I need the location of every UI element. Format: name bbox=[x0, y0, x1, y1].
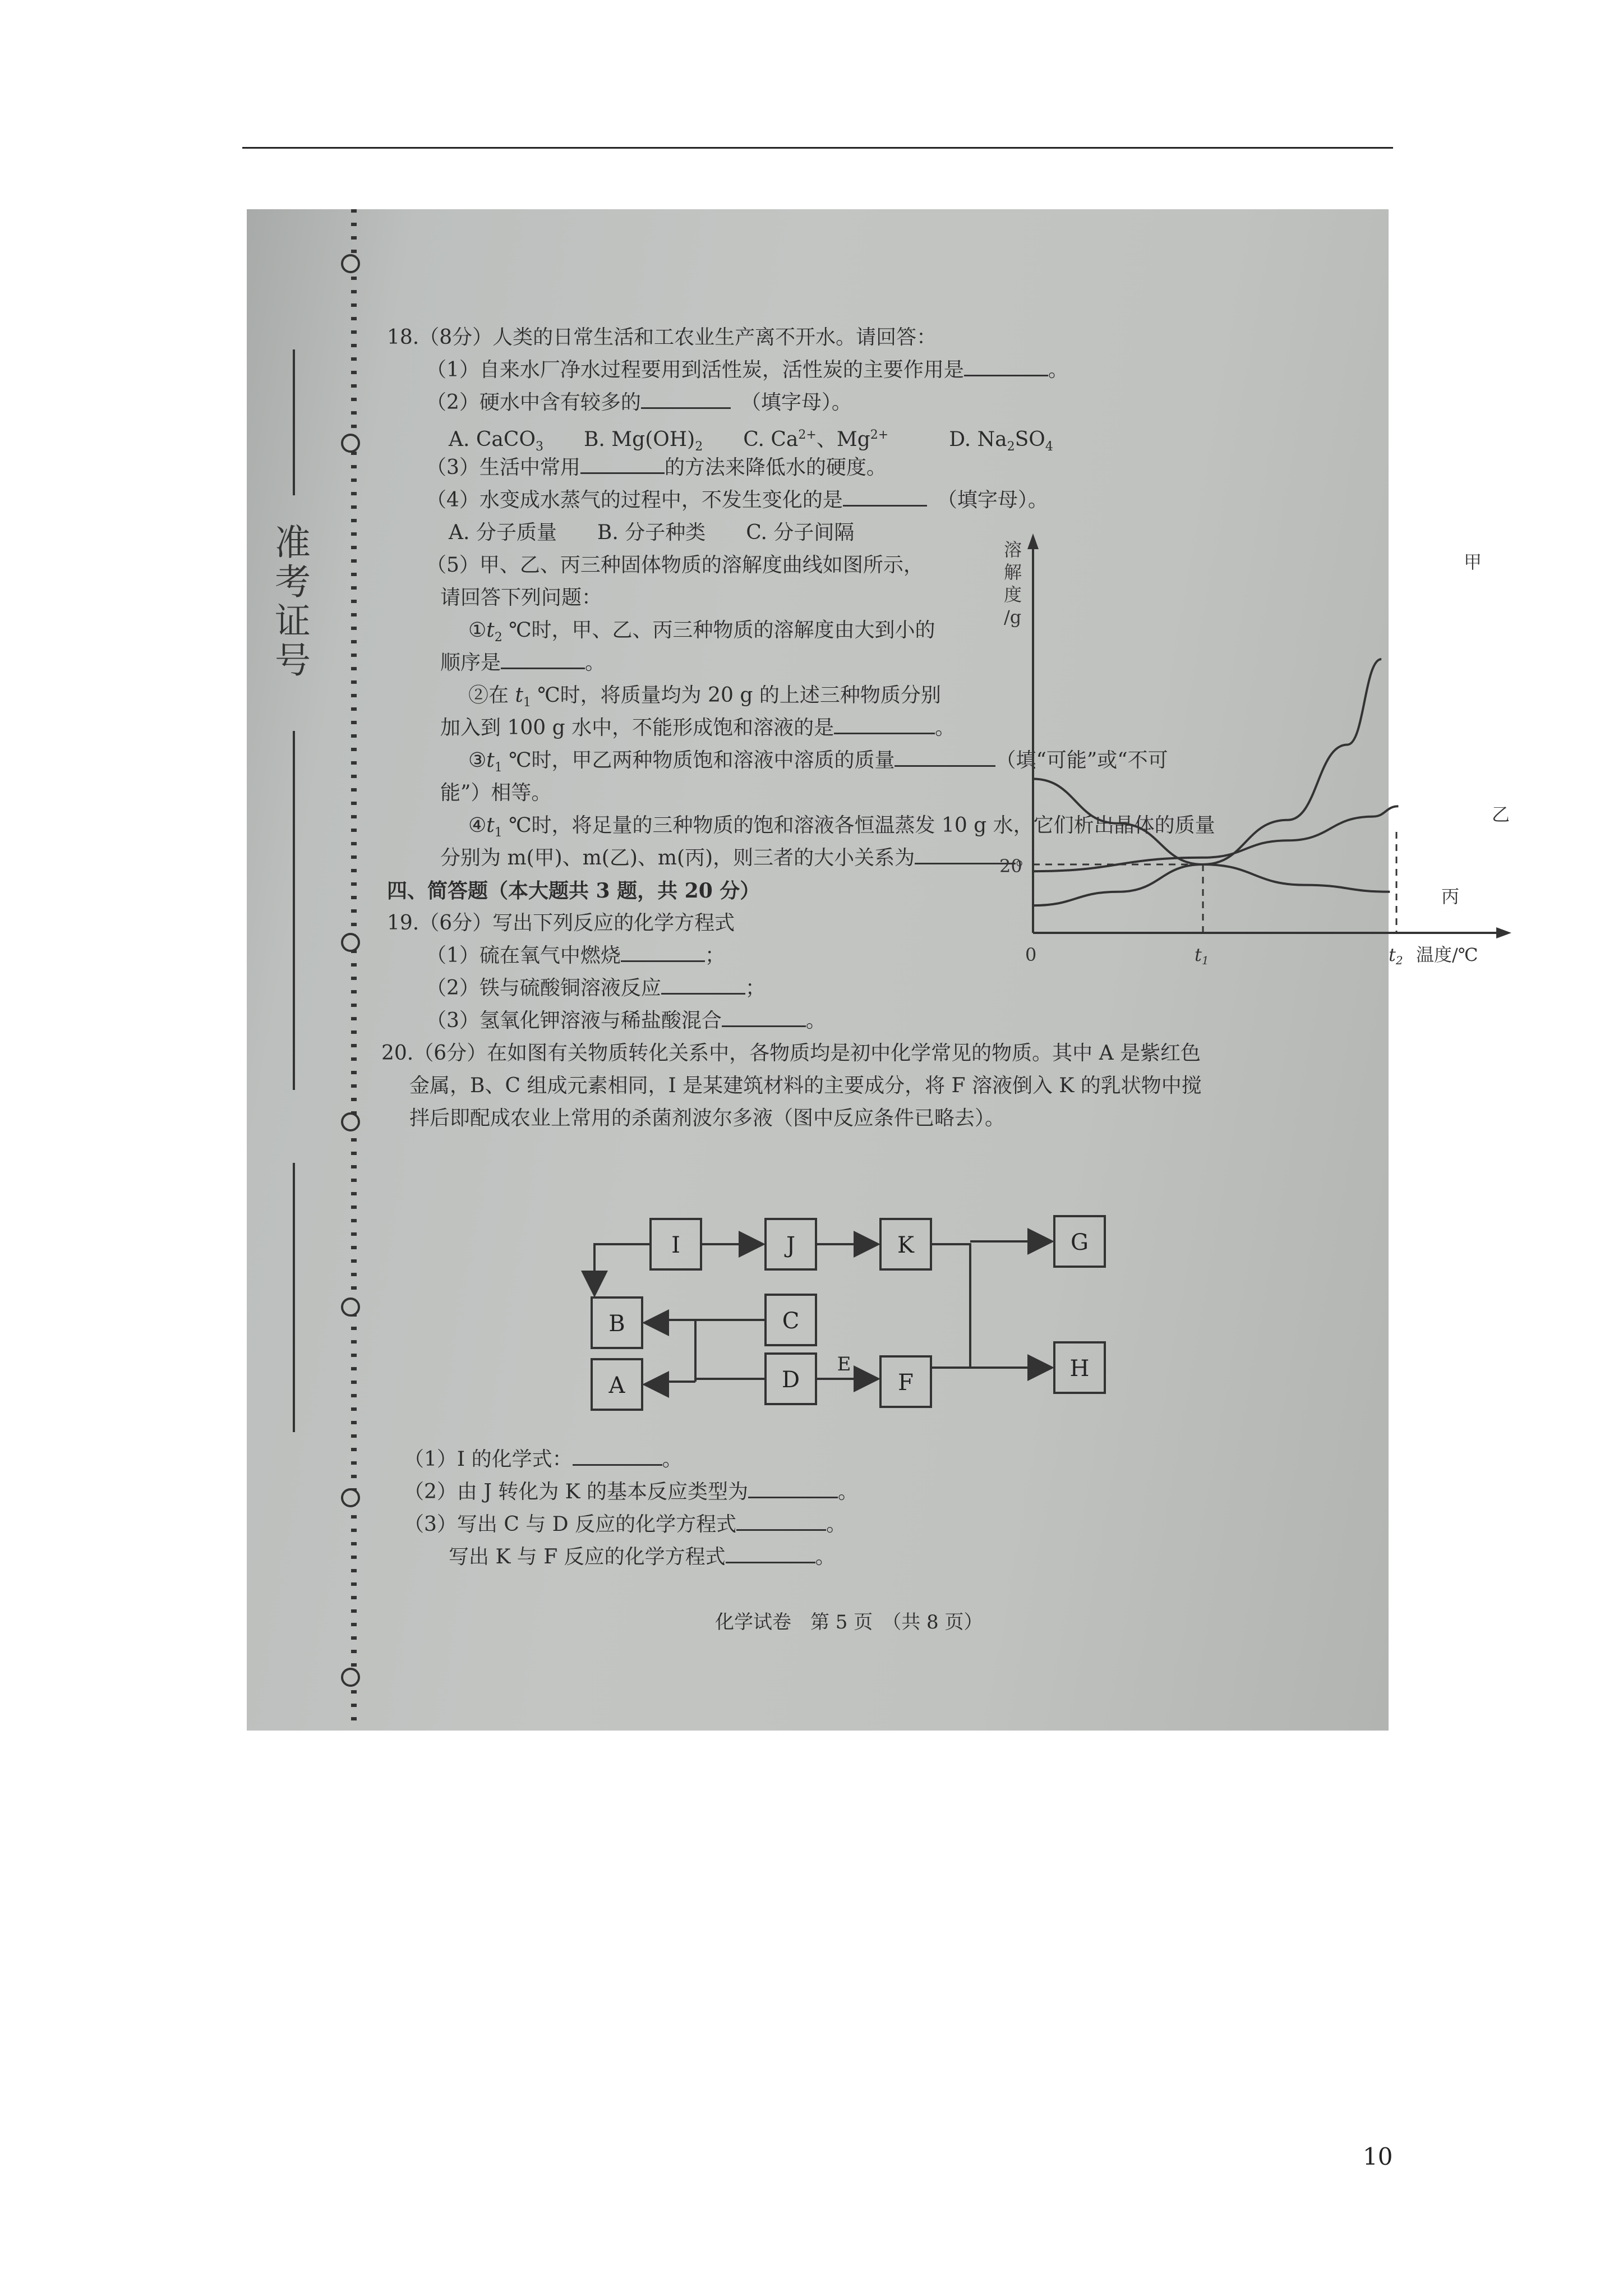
q20-answer1: （1）I 的化学式： 。 bbox=[404, 1448, 683, 1471]
binding-ring bbox=[341, 1112, 360, 1131]
node-G: G bbox=[1071, 1230, 1089, 1255]
q18-sub4: $④t_1$ ℃时，将足量的三种物质的饱和溶液各恒温蒸发 10 g 水，它们析出晶体的质量 bbox=[468, 814, 1215, 840]
top-rule bbox=[242, 147, 1393, 149]
q18-part1: （1）自来水厂净水过程要用到活性炭，活性炭的主要作用是 。 bbox=[426, 358, 1068, 381]
q19-title: 19.（6分）写出下列反应的化学方程式 bbox=[387, 912, 735, 935]
link-C-D bbox=[695, 1320, 766, 1382]
solubility-chart bbox=[999, 529, 1542, 967]
y-axis-label-part: 溶 bbox=[1004, 539, 1022, 560]
series-label: 甲 bbox=[1464, 551, 1482, 573]
q18-sub3: $③t_1$ ℃时，甲乙两种物质饱和溶液中溶质的质量 （填“可能”或“不可 bbox=[468, 749, 1168, 775]
answer-blank[interactable] bbox=[964, 375, 1048, 376]
q18-part4: （4）水变成水蒸气的过程中，不发生变化的是 （填字母）。 bbox=[426, 489, 1048, 512]
binding-ring bbox=[341, 1488, 360, 1507]
q18-title: 18.（8分）人类的日常生活和工农业生产离不开水。请回答： bbox=[387, 326, 937, 349]
y-axis-label-part: 解 bbox=[1004, 562, 1022, 583]
binding-ring bbox=[341, 1668, 360, 1687]
node-H: H bbox=[1069, 1356, 1090, 1382]
binding-ring bbox=[341, 254, 360, 273]
section4-heading: 四、简答题（本大题共 3 题，共 20 分） bbox=[387, 879, 760, 903]
node-C: C bbox=[782, 1308, 800, 1334]
q18-sub1: $①t_2$ ℃时，甲、乙、丙三种物质的溶解度由大到小的 bbox=[468, 619, 935, 645]
q18-part5-line2: 请回答下列问题： bbox=[440, 586, 602, 609]
arrow-I-B bbox=[594, 1244, 651, 1293]
x-tick-label: t1 bbox=[1195, 944, 1209, 967]
answer-blank[interactable] bbox=[843, 505, 927, 507]
answer-blank[interactable] bbox=[726, 1562, 815, 1563]
answer-blank[interactable] bbox=[580, 472, 665, 474]
q18-part4-options: A. 分子质量 B. 分子种类 C. 分子间隔 bbox=[449, 521, 855, 544]
answer-blank[interactable] bbox=[641, 407, 731, 409]
binding-ring bbox=[341, 933, 360, 952]
curve-丙 bbox=[1033, 779, 1390, 892]
q19-part3: （3）氢氧化钾溶液与稀盐酸混合 。 bbox=[426, 1009, 826, 1032]
answer-blank[interactable] bbox=[501, 668, 585, 669]
answer-blank[interactable] bbox=[748, 1497, 838, 1498]
q19-part1: （1）硫在氧气中燃烧 ； bbox=[426, 944, 725, 967]
q18-sub3-line2: 能”）相等。 bbox=[440, 781, 552, 804]
q20-answer2: （2）由 J 转化为 K 的基本反应类型为 。 bbox=[404, 1480, 859, 1503]
answer-blank[interactable] bbox=[621, 960, 705, 962]
binding-ring bbox=[341, 1297, 360, 1317]
q19-part2: （2）铁与硫酸铜溶液反应 ； bbox=[426, 977, 766, 1000]
q18-sub4-line2: 分别为 m(甲)、m(乙)、m(丙)，则三者的大小关系为 。 bbox=[440, 846, 1036, 869]
node-B: B bbox=[608, 1311, 625, 1337]
series-label: 丙 bbox=[1441, 886, 1460, 907]
q20-answer4: 写出 K 与 F 反应的化学方程式 。 bbox=[449, 1545, 836, 1568]
answer-blank[interactable] bbox=[834, 733, 935, 734]
edge-label-E: E bbox=[837, 1353, 851, 1375]
curve-乙 bbox=[1033, 806, 1398, 871]
binding-ring bbox=[341, 434, 360, 453]
x-tick-label: t2 bbox=[1389, 944, 1403, 967]
x-axis-arrow bbox=[1496, 927, 1511, 938]
q18-part2-options: A. CaCO$_3$ B. $Mg(OH)_2$ C. $Ca^{2+}$、$Mg^{2+}$ D. $Na_2SO_4$ bbox=[449, 428, 1053, 454]
series-label: 乙 bbox=[1492, 804, 1510, 825]
q18-part5-line1: （5）甲、乙、丙三种固体物质的溶解度曲线如图所示， bbox=[426, 554, 924, 577]
answer-blank[interactable] bbox=[661, 993, 745, 995]
node-F: F bbox=[898, 1370, 914, 1396]
exam-id-label: 准考证号 bbox=[269, 523, 310, 680]
node-J: J bbox=[786, 1232, 796, 1258]
binding-rule bbox=[293, 349, 295, 495]
node-D: D bbox=[781, 1367, 800, 1393]
answer-blank[interactable] bbox=[895, 765, 995, 767]
q20-line2: 金属，B、C 组成元素相同，I 是某建筑材料的主要成分，将 F 溶液倒入 K 的乳状物中搅 bbox=[409, 1074, 1202, 1097]
answer-blank[interactable] bbox=[722, 1025, 806, 1027]
q20-line3: 拌后即配成农业上常用的杀菌剂波尔多液（图中反应条件已略去）。 bbox=[409, 1107, 1006, 1130]
y-axis-label-part: 度 bbox=[1004, 584, 1022, 605]
y-axis-label-part: /g bbox=[1004, 606, 1022, 628]
q18-part2: （2）硬水中含有较多的 （填字母）。 bbox=[426, 391, 852, 414]
page-footer: 化学试卷 第 5 页 （共 8 页） bbox=[715, 1611, 983, 1634]
node-K: K bbox=[897, 1232, 914, 1258]
q18-part3: （3）生活中常用 的方法来降低水的硬度。 bbox=[426, 456, 887, 479]
arrow-to-A bbox=[647, 1382, 695, 1384]
x-axis-label: 温度/℃ bbox=[1416, 944, 1478, 965]
x-tick-label: 0 bbox=[1025, 944, 1037, 965]
q18-sub2: ②在 $t_1$ ℃时，将质量均为 20 g 的上述三种物质分别 bbox=[468, 684, 941, 710]
binding-margin bbox=[247, 209, 370, 1731]
binding-rule bbox=[293, 1163, 295, 1432]
link-K-F bbox=[931, 1244, 970, 1368]
page-number: 10 bbox=[1363, 2143, 1393, 2170]
y-axis-arrow bbox=[1027, 533, 1039, 549]
answer-blank[interactable] bbox=[736, 1529, 826, 1531]
binding-rule bbox=[293, 731, 295, 1090]
exam-photo bbox=[247, 209, 1510, 1731]
answer-blank[interactable] bbox=[573, 1464, 662, 1466]
arrow-to-B bbox=[647, 1320, 695, 1323]
q18-sub2-line2: 加入到 100 g 水中，不能形成饱和溶液的是 。 bbox=[440, 716, 956, 739]
q20-line1: 20.（6分）在如图有关物质转化关系中，各物质均是初中化学常见的物质。其中 A 是紫红色 bbox=[381, 1042, 1201, 1065]
node-I: I bbox=[671, 1232, 680, 1258]
q20-answer3: （3）写出 C 与 D 反应的化学方程式 。 bbox=[404, 1513, 847, 1536]
y-tick-label: 20 bbox=[999, 855, 1022, 877]
q18-sub1-line2: 顺序是 。 bbox=[440, 651, 606, 674]
node-A: A bbox=[608, 1373, 625, 1398]
